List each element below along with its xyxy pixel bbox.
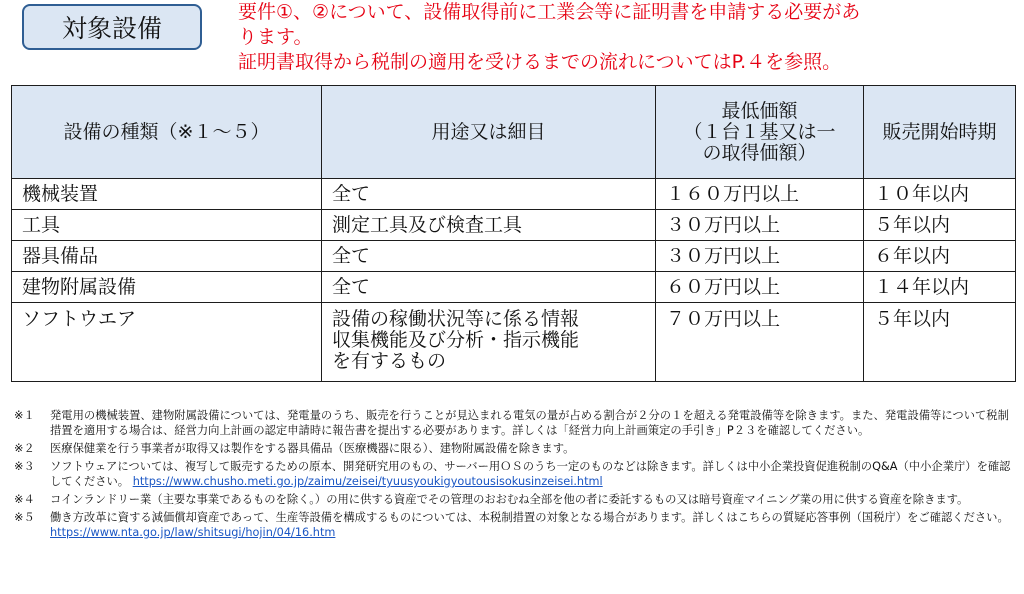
table-row [12,241,1016,272]
cell-period: １０年以内 [864,179,1016,210]
cell-price: ７０万円以上 [656,303,864,382]
footnote [14,459,1014,489]
footnote-mark: ※３ [14,460,35,473]
table-row [12,179,1016,210]
header-equipment-type: 設備の種類（※１～５） [12,86,322,179]
cell-price: １６０万円以上 [656,179,864,210]
cell-price: ６０万円以上 [656,272,864,303]
cell-period: ５年以内 [864,303,1016,382]
footnote-text: 発電用の機械装置、建物附属設備については、発電量のうち、販売を行うことが見込まれる電気の量が占める割合が２分の１を超える発電設備等を除きます。また、発電設備等について税制措置を適用する場合は、経営力向上計画の認定申請時に報告書を提出する必要があります。詳しくは「経営力向上計画策定の手引き」P２３を確認してください。 [50,409,1009,437]
table-row [12,272,1016,303]
footnote-text-wrap [50,510,1014,540]
footnote-text: コインランドリー業（主要な事業であるものを除く。）の用に供する資産でその管理のおおむね全部を他の者に委託するもの又は暗号資産マイニング業の用に供する資産を除きます。 [50,493,969,506]
note-line: ります。 [238,26,313,48]
cell-usage: 測定工具及び検査工具 [322,210,656,241]
footnote-mark: ※１ [14,409,35,422]
cell-usage: 全て [322,179,656,210]
footnote [14,408,1014,438]
header-min-price: 最低価額 （１台１基又は一 の取得価額） [656,86,864,179]
table-header-row [12,86,1016,179]
chusho-link[interactable]: https://www.chusho.meti.go.jp/zaimu/zeisei/tyuusyoukigyoutousisokusinzeisei.html [132,475,603,488]
cell-period: ６年以内 [864,241,1016,272]
equipment-table [11,85,1016,382]
requirement-note [238,0,1018,75]
cell-type: 機械装置 [12,179,322,210]
footnote-text: ソフトウェアについては、複写して販売するための原本、開発研究用のもの、サーバー用ＯＳのうち一定のものなどは除きます。詳しくは中小企業投資促進税制のQ&A（中小企業庁）を確認してください。 [50,460,1011,488]
section-badge: 対象設備 [22,4,202,50]
footnote-text: 医療保健業を行う事業者が取得又は製作をする器具備品（医療機器に限る）、建物附属設備を除きます。 [50,442,575,455]
cell-usage: 全て [322,272,656,303]
cell-period: １４年以内 [864,272,1016,303]
note-line: 証明書取得から税制の適用を受けるまでの流れについてはP.４を参照。 [238,51,842,73]
nta-link[interactable]: https://www.nta.go.jp/law/shitsugi/hojin/04/16.htm [50,526,336,539]
cell-price: ３０万円以上 [656,210,864,241]
footnote [14,510,1014,540]
footnote [14,441,1014,456]
cell-type: 建物附属設備 [12,272,322,303]
footnote-mark: ※５ [14,511,35,524]
table-row [12,303,1016,382]
footnote-mark: ※２ [14,442,35,455]
cell-type: ソフトウエア [12,303,322,382]
footnote [14,492,1014,507]
cell-price: ３０万円以上 [656,241,864,272]
footnote-text: 働き方改革に資する減価償却資産であって、生産等設備を構成するものについては、本税制措置の対象となる場合があります。詳しくはこちらの質疑応答事例（国税庁）をご確認ください。 [50,511,1009,524]
cell-usage: 全て [322,241,656,272]
cell-type: 器具備品 [12,241,322,272]
header-sales-start: 販売開始時期 [864,86,1016,179]
footnote-text-wrap [50,459,1014,489]
header-usage: 用途又は細目 [322,86,656,179]
cell-type: 工具 [12,210,322,241]
cell-usage: 設備の稼働状況等に係る情報 収集機能及び分析・指示機能 を有するもの [322,303,656,382]
footnote-mark: ※４ [14,493,35,506]
note-line: 要件①、②について、設備取得前に工業会等に証明書を申請する必要があ [238,1,861,23]
footnotes [14,408,1014,543]
table-row [12,210,1016,241]
cell-period: ５年以内 [864,210,1016,241]
